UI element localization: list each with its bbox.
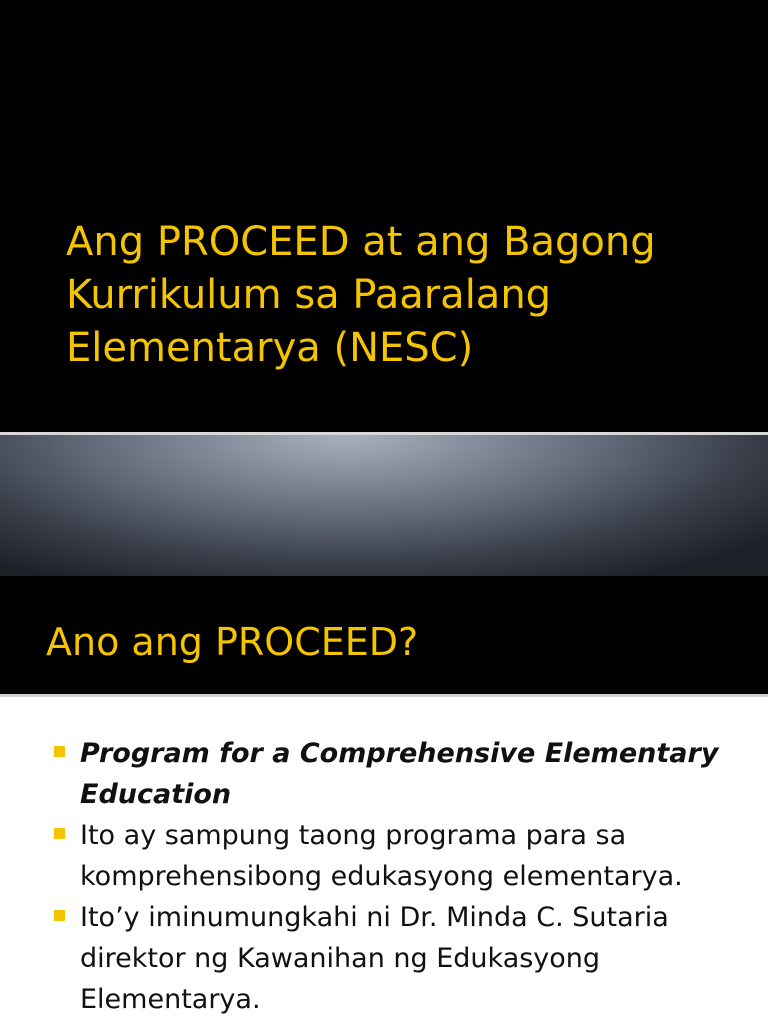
bullet-line: Ito ay sampung taong programa para sa — [80, 820, 627, 851]
header-rule — [0, 694, 768, 697]
square-bullet-icon — [54, 910, 65, 921]
bullet-line: Elementarya. — [80, 984, 261, 1015]
bullet-item — [0, 733, 768, 815]
content-slide-title: Ano ang PROCEED? — [46, 620, 419, 664]
square-bullet-icon — [54, 746, 65, 757]
title-line: Ang PROCEED at ang Bagong — [66, 219, 656, 265]
square-bullet-icon — [54, 828, 65, 839]
bullet-list — [0, 733, 768, 1020]
bullet-line: komprehensibong edukasyong elementarya. — [80, 861, 683, 892]
title-slide-heading — [66, 216, 756, 375]
bullet-line: Program for a Comprehensive Elementary — [80, 738, 719, 769]
title-line: Elementarya (NESC) — [66, 325, 474, 371]
title-line: Kurrikulum sa Paaralang — [66, 272, 552, 318]
bullet-item — [0, 897, 768, 1020]
bullet-line: direktor ng Kawanihan ng Edukasyong — [80, 943, 601, 974]
gradient-banner — [0, 435, 768, 576]
bullet-line: Education — [80, 779, 232, 810]
title-slide — [0, 0, 768, 432]
bullet-item — [0, 815, 768, 897]
bullet-line: Ito’y iminumungkahi ni Dr. Minda C. Sutaria — [80, 902, 669, 933]
